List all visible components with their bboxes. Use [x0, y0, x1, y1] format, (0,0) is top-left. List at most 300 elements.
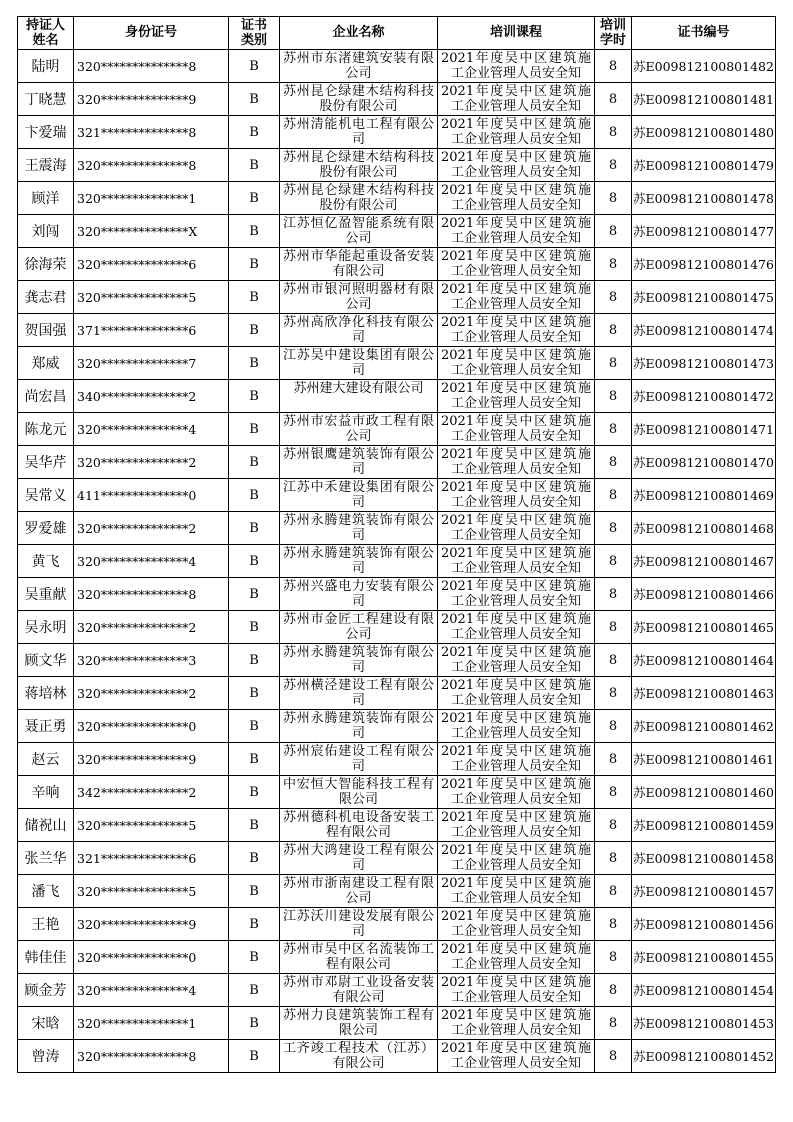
training-course: [438, 941, 595, 974]
company-name: [280, 677, 438, 710]
cert-number: 苏E009812100801465: [632, 611, 776, 644]
training-course: [438, 314, 595, 347]
cert-type: B: [229, 182, 280, 215]
training-course: [438, 974, 595, 1007]
table-row: [18, 875, 776, 908]
training-hours: 8: [595, 215, 632, 248]
cert-type: B: [229, 1040, 280, 1073]
training-hours: 8: [595, 182, 632, 215]
company-name-text: 苏州建大建设有限公司: [293, 381, 424, 396]
training-course-text: 2021年度吴中区建筑施工企业管理人员安全知: [441, 348, 591, 378]
id-number: 320**************8: [74, 1040, 229, 1073]
holder-name: 曾涛: [18, 1040, 74, 1073]
cert-number: 苏E009812100801464: [632, 644, 776, 677]
holder-name: 郑威: [18, 347, 74, 380]
cert-type: B: [229, 347, 280, 380]
company-name-text: 苏州昆仑绿建木结构科技股份有限公司: [283, 183, 434, 213]
training-course: [438, 776, 595, 809]
company-name-text: 苏州银鹰建筑装饰有限公司: [283, 447, 434, 477]
cert-number: 苏E009812100801463: [632, 677, 776, 710]
table-row: [18, 644, 776, 677]
id-number: 320**************4: [74, 413, 229, 446]
cert-number: 苏E009812100801453: [632, 1007, 776, 1040]
company-name-text: 江苏恒亿盈智能系统有限公司: [283, 216, 434, 246]
company-name: [280, 479, 438, 512]
table-row: [18, 908, 776, 941]
holder-name: 顾金芳: [18, 974, 74, 1007]
company-name-text: 苏州清能机电工程有限公司: [283, 117, 434, 147]
company-name: [280, 50, 438, 83]
training-course: [438, 413, 595, 446]
training-course: [438, 182, 595, 215]
training-course: [438, 677, 595, 710]
training-hours: 8: [595, 908, 632, 941]
header-id-number: 身份证号: [74, 17, 229, 50]
cert-type: B: [229, 644, 280, 677]
company-name-text: 苏州市银河照明器材有限公司: [283, 282, 434, 312]
company-name-text: 苏州市东渚建筑安装有限公司: [283, 51, 434, 81]
training-course: [438, 50, 595, 83]
training-hours: 8: [595, 776, 632, 809]
id-number: 320**************4: [74, 974, 229, 1007]
training-course-text: 2021年度吴中区建筑施工企业管理人员安全知: [441, 381, 591, 411]
cert-type: B: [229, 281, 280, 314]
company-name-text: 江苏吴中建设集团有限公司: [283, 348, 434, 378]
cert-type: B: [229, 941, 280, 974]
cert-number: 苏E009812100801480: [632, 116, 776, 149]
cert-number: 苏E009812100801469: [632, 479, 776, 512]
training-course-text: 2021年度吴中区建筑施工企业管理人员安全知: [441, 678, 591, 708]
cert-type: B: [229, 215, 280, 248]
id-number: 320**************0: [74, 941, 229, 974]
training-hours: 8: [595, 512, 632, 545]
cert-type: B: [229, 50, 280, 83]
company-name-text: 江苏中禾建设集团有限公司: [283, 480, 434, 510]
id-number: 320**************5: [74, 875, 229, 908]
id-number: 320**************2: [74, 512, 229, 545]
training-hours: 8: [595, 875, 632, 908]
cert-number: 苏E009812100801460: [632, 776, 776, 809]
cert-type: B: [229, 743, 280, 776]
company-name: [280, 116, 438, 149]
holder-name: 潘飞: [18, 875, 74, 908]
company-name-text: 苏州力良建筑装饰工程有限公司: [283, 1008, 434, 1038]
table-row: [18, 314, 776, 347]
id-number: 320**************X: [74, 215, 229, 248]
training-course-text: 2021年度吴中区建筑施工企业管理人员安全知: [441, 942, 591, 972]
company-name: [280, 413, 438, 446]
cert-number: 苏E009812100801472: [632, 380, 776, 413]
training-hours: 8: [595, 611, 632, 644]
training-hours: 8: [595, 1007, 632, 1040]
training-course: [438, 842, 595, 875]
training-course-text: 2021年度吴中区建筑施工企业管理人员安全知: [441, 975, 591, 1005]
training-hours: 8: [595, 974, 632, 1007]
cert-number: 苏E009812100801474: [632, 314, 776, 347]
training-course-text: 2021年度吴中区建筑施工企业管理人员安全知: [441, 414, 591, 444]
table-body: [18, 50, 776, 1073]
training-course: [438, 281, 595, 314]
company-name: [280, 710, 438, 743]
training-hours: 8: [595, 677, 632, 710]
table-row: [18, 413, 776, 446]
cert-number: 苏E009812100801471: [632, 413, 776, 446]
id-number: 320**************7: [74, 347, 229, 380]
company-name: [280, 446, 438, 479]
training-hours: 8: [595, 446, 632, 479]
holder-name: 韩佳佳: [18, 941, 74, 974]
holder-name: 顾洋: [18, 182, 74, 215]
training-course-text: 2021年度吴中区建筑施工企业管理人员安全知: [441, 513, 591, 543]
cert-number: 苏E009812100801466: [632, 578, 776, 611]
company-name: [280, 809, 438, 842]
table-row: [18, 545, 776, 578]
training-course-text: 2021年度吴中区建筑施工企业管理人员安全知: [441, 51, 591, 81]
company-name: [280, 149, 438, 182]
holder-name: 赵云: [18, 743, 74, 776]
training-hours: 8: [595, 743, 632, 776]
training-course-text: 2021年度吴中区建筑施工企业管理人员安全知: [441, 249, 591, 279]
company-name: [280, 974, 438, 1007]
certificate-list-document: [17, 16, 775, 1073]
training-hours: 8: [595, 149, 632, 182]
cert-number: 苏E009812100801454: [632, 974, 776, 1007]
id-number: 320**************8: [74, 50, 229, 83]
company-name: [280, 743, 438, 776]
training-course: [438, 875, 595, 908]
company-name-text: 苏州市邓尉工业设备安装有限公司: [283, 975, 434, 1005]
id-number: 411**************0: [74, 479, 229, 512]
training-course: [438, 908, 595, 941]
training-course-text: 2021年度吴中区建筑施工企业管理人员安全知: [441, 282, 591, 312]
holder-name: 徐海荣: [18, 248, 74, 281]
holder-name: 贺国强: [18, 314, 74, 347]
header-holder-name: 持证人姓名: [18, 17, 74, 50]
training-course: [438, 446, 595, 479]
holder-name: 王震海: [18, 149, 74, 182]
table-row: [18, 446, 776, 479]
training-hours: 8: [595, 281, 632, 314]
id-number: 320**************4: [74, 545, 229, 578]
id-number: 340**************2: [74, 380, 229, 413]
holder-name: 王艳: [18, 908, 74, 941]
cert-type: B: [229, 1007, 280, 1040]
cert-number: 苏E009812100801461: [632, 743, 776, 776]
training-course-text: 2021年度吴中区建筑施工企业管理人员安全知: [441, 744, 591, 774]
company-name: [280, 512, 438, 545]
table-row: [18, 677, 776, 710]
id-number: 371**************6: [74, 314, 229, 347]
training-course-text: 2021年度吴中区建筑施工企业管理人员安全知: [441, 183, 591, 213]
table-row: [18, 710, 776, 743]
cert-number: 苏E009812100801478: [632, 182, 776, 215]
training-hours: 8: [595, 116, 632, 149]
company-name: [280, 215, 438, 248]
company-name: [280, 842, 438, 875]
holder-name: 张兰华: [18, 842, 74, 875]
company-name-text: 苏州市宏益市政工程有限公司: [283, 414, 434, 444]
cert-type: B: [229, 479, 280, 512]
cert-type: B: [229, 677, 280, 710]
company-name: [280, 281, 438, 314]
company-name-text: 苏州宸佑建设工程有限公司: [283, 744, 434, 774]
cert-type: B: [229, 710, 280, 743]
company-name-text: 江苏沃川建设发展有限公司: [283, 909, 434, 939]
id-number: 320**************5: [74, 281, 229, 314]
company-name-text: 苏州大鸿建设工程有限公司: [283, 843, 434, 873]
company-name-text: 苏州昆仑绿建木结构科技股份有限公司: [283, 150, 434, 180]
cert-number: 苏E009812100801458: [632, 842, 776, 875]
company-name: [280, 644, 438, 677]
company-name-text: 苏州市浙南建设工程有限公司: [283, 876, 434, 906]
header-hours: 培训学时: [595, 17, 632, 50]
training-hours: 8: [595, 413, 632, 446]
training-course-text: 2021年度吴中区建筑施工企业管理人员安全知: [441, 1008, 591, 1038]
cert-number: 苏E009812100801456: [632, 908, 776, 941]
training-course-text: 2021年度吴中区建筑施工企业管理人员安全知: [441, 777, 591, 807]
company-name: [280, 611, 438, 644]
training-course: [438, 1040, 595, 1073]
cert-number: 苏E009812100801468: [632, 512, 776, 545]
holder-name: 刘闯: [18, 215, 74, 248]
company-name: [280, 578, 438, 611]
table-row: [18, 974, 776, 1007]
training-hours: 8: [595, 545, 632, 578]
company-name: [280, 1040, 438, 1073]
id-number: 320**************2: [74, 677, 229, 710]
cert-number: 苏E009812100801476: [632, 248, 776, 281]
company-name-text: 苏州永腾建筑装饰有限公司: [283, 513, 434, 543]
training-hours: 8: [595, 710, 632, 743]
holder-name: 吴永明: [18, 611, 74, 644]
holder-name: 卞爱瑞: [18, 116, 74, 149]
holder-name: 陈龙元: [18, 413, 74, 446]
cert-number: 苏E009812100801481: [632, 83, 776, 116]
training-course-text: 2021年度吴中区建筑施工企业管理人员安全知: [441, 150, 591, 180]
table-row: [18, 182, 776, 215]
cert-number: 苏E009812100801462: [632, 710, 776, 743]
cert-type: B: [229, 248, 280, 281]
cert-type: B: [229, 545, 280, 578]
training-hours: 8: [595, 809, 632, 842]
company-name: [280, 347, 438, 380]
cert-type: B: [229, 413, 280, 446]
cert-type: B: [229, 116, 280, 149]
cert-type: B: [229, 446, 280, 479]
cert-type: B: [229, 380, 280, 413]
header-cert-type: 证书类别: [229, 17, 280, 50]
training-hours: 8: [595, 380, 632, 413]
training-course-text: 2021年度吴中区建筑施工企业管理人员安全知: [441, 447, 591, 477]
training-course-text: 2021年度吴中区建筑施工企业管理人员安全知: [441, 117, 591, 147]
table-row: [18, 116, 776, 149]
id-number: 320**************9: [74, 743, 229, 776]
holder-name: 罗爱雄: [18, 512, 74, 545]
training-hours: 8: [595, 50, 632, 83]
company-name-text: 苏州德科机电设备安装工程有限公司: [283, 810, 434, 840]
company-name-text: 苏州高欣净化科技有限公司: [283, 315, 434, 345]
holder-name: 龚志君: [18, 281, 74, 314]
table-row: [18, 776, 776, 809]
training-course-text: 2021年度吴中区建筑施工企业管理人员安全知: [441, 546, 591, 576]
training-course: [438, 578, 595, 611]
company-name-text: 苏州昆仑绿建木结构科技股份有限公司: [283, 84, 434, 114]
cert-number: 苏E009812100801467: [632, 545, 776, 578]
table-header-row: [18, 17, 776, 50]
company-name: [280, 941, 438, 974]
company-name-text: 苏州永腾建筑装饰有限公司: [283, 645, 434, 675]
training-course-text: 2021年度吴中区建筑施工企业管理人员安全知: [441, 810, 591, 840]
cert-type: B: [229, 611, 280, 644]
holder-name: 蒋培林: [18, 677, 74, 710]
table-row: [18, 941, 776, 974]
company-name-text: 苏州兴盛电力安装有限公司: [283, 579, 434, 609]
training-hours: 8: [595, 248, 632, 281]
company-name-text: 苏州市吴中区名流装饰工程有限公司: [283, 942, 434, 972]
cert-number: 苏E009812100801479: [632, 149, 776, 182]
cert-number: 苏E009812100801473: [632, 347, 776, 380]
training-course: [438, 479, 595, 512]
table-row: [18, 215, 776, 248]
cert-number: 苏E009812100801475: [632, 281, 776, 314]
holder-name: 吴华芹: [18, 446, 74, 479]
holder-name: 聂正勇: [18, 710, 74, 743]
company-name-text: 工齐竣工程技术（江苏）有限公司: [283, 1041, 434, 1071]
table-row: [18, 248, 776, 281]
id-number: 321**************8: [74, 116, 229, 149]
cert-type: B: [229, 974, 280, 1007]
training-course: [438, 743, 595, 776]
training-course-text: 2021年度吴中区建筑施工企业管理人员安全知: [441, 612, 591, 642]
company-name: [280, 314, 438, 347]
training-course-text: 2021年度吴中区建筑施工企业管理人员安全知: [441, 843, 591, 873]
training-course: [438, 347, 595, 380]
training-course: [438, 644, 595, 677]
training-course-text: 2021年度吴中区建筑施工企业管理人员安全知: [441, 84, 591, 114]
training-course: [438, 710, 595, 743]
cert-type: B: [229, 875, 280, 908]
cert-type: B: [229, 578, 280, 611]
cert-type: B: [229, 776, 280, 809]
table-row: [18, 578, 776, 611]
table-row: [18, 1040, 776, 1073]
training-course-text: 2021年度吴中区建筑施工企业管理人员安全知: [441, 1041, 591, 1071]
company-name-text: 苏州永腾建筑装饰有限公司: [283, 711, 434, 741]
training-course: [438, 809, 595, 842]
holder-name: 陆明: [18, 50, 74, 83]
cert-number: 苏E009812100801457: [632, 875, 776, 908]
company-name: [280, 545, 438, 578]
cert-type: B: [229, 809, 280, 842]
table-row: [18, 479, 776, 512]
id-number: 320**************6: [74, 248, 229, 281]
holder-name: 黄飞: [18, 545, 74, 578]
training-course-text: 2021年度吴中区建筑施工企业管理人员安全知: [441, 711, 591, 741]
cert-number: 苏E009812100801482: [632, 50, 776, 83]
holder-name: 辛响: [18, 776, 74, 809]
certificate-table: [17, 16, 776, 1073]
table-row: [18, 611, 776, 644]
training-course: [438, 83, 595, 116]
cert-type: B: [229, 149, 280, 182]
company-name: [280, 1007, 438, 1040]
table-row: [18, 380, 776, 413]
id-number: 320**************8: [74, 149, 229, 182]
id-number: 320**************2: [74, 611, 229, 644]
company-name: [280, 380, 438, 413]
company-name: [280, 182, 438, 215]
cert-number: 苏E009812100801455: [632, 941, 776, 974]
training-hours: 8: [595, 314, 632, 347]
cert-number: 苏E009812100801470: [632, 446, 776, 479]
training-hours: 8: [595, 644, 632, 677]
training-course-text: 2021年度吴中区建筑施工企业管理人员安全知: [441, 579, 591, 609]
training-course: [438, 545, 595, 578]
cert-number: 苏E009812100801477: [632, 215, 776, 248]
id-number: 320**************2: [74, 446, 229, 479]
id-number: 320**************9: [74, 908, 229, 941]
cert-type: B: [229, 842, 280, 875]
id-number: 320**************8: [74, 578, 229, 611]
training-course: [438, 149, 595, 182]
id-number: 320**************5: [74, 809, 229, 842]
training-hours: 8: [595, 842, 632, 875]
training-course: [438, 611, 595, 644]
training-hours: 8: [595, 941, 632, 974]
holder-name: 尚宏昌: [18, 380, 74, 413]
holder-name: 储祝山: [18, 809, 74, 842]
id-number: 342**************2: [74, 776, 229, 809]
table-row: [18, 281, 776, 314]
table-row: [18, 50, 776, 83]
company-name-text: 苏州永腾建筑装饰有限公司: [283, 546, 434, 576]
id-number: 321**************6: [74, 842, 229, 875]
table-row: [18, 347, 776, 380]
cert-number: 苏E009812100801459: [632, 809, 776, 842]
company-name: [280, 908, 438, 941]
holder-name: 吴重献: [18, 578, 74, 611]
table-row: [18, 83, 776, 116]
cert-type: B: [229, 83, 280, 116]
table-row: [18, 842, 776, 875]
id-number: 320**************3: [74, 644, 229, 677]
company-name-text: 苏州市华能起重设备安装有限公司: [283, 249, 434, 279]
training-course-text: 2021年度吴中区建筑施工企业管理人员安全知: [441, 216, 591, 246]
table-row: [18, 149, 776, 182]
training-course-text: 2021年度吴中区建筑施工企业管理人员安全知: [441, 645, 591, 675]
training-course: [438, 215, 595, 248]
holder-name: 吴常义: [18, 479, 74, 512]
table-row: [18, 743, 776, 776]
training-course: [438, 248, 595, 281]
header-cert-number: 证书编号: [632, 17, 776, 50]
training-course-text: 2021年度吴中区建筑施工企业管理人员安全知: [441, 480, 591, 510]
header-company: 企业名称: [280, 17, 438, 50]
cert-number: 苏E009812100801452: [632, 1040, 776, 1073]
company-name: [280, 83, 438, 116]
training-hours: 8: [595, 1040, 632, 1073]
training-course-text: 2021年度吴中区建筑施工企业管理人员安全知: [441, 876, 591, 906]
company-name: [280, 776, 438, 809]
company-name-text: 苏州横泾建设工程有限公司: [283, 678, 434, 708]
company-name-text: 苏州市金匠工程建设有限公司: [283, 612, 434, 642]
table-row: [18, 1007, 776, 1040]
id-number: 320**************1: [74, 1007, 229, 1040]
company-name: [280, 248, 438, 281]
holder-name: 宋晗: [18, 1007, 74, 1040]
id-number: 320**************0: [74, 710, 229, 743]
training-hours: 8: [595, 347, 632, 380]
